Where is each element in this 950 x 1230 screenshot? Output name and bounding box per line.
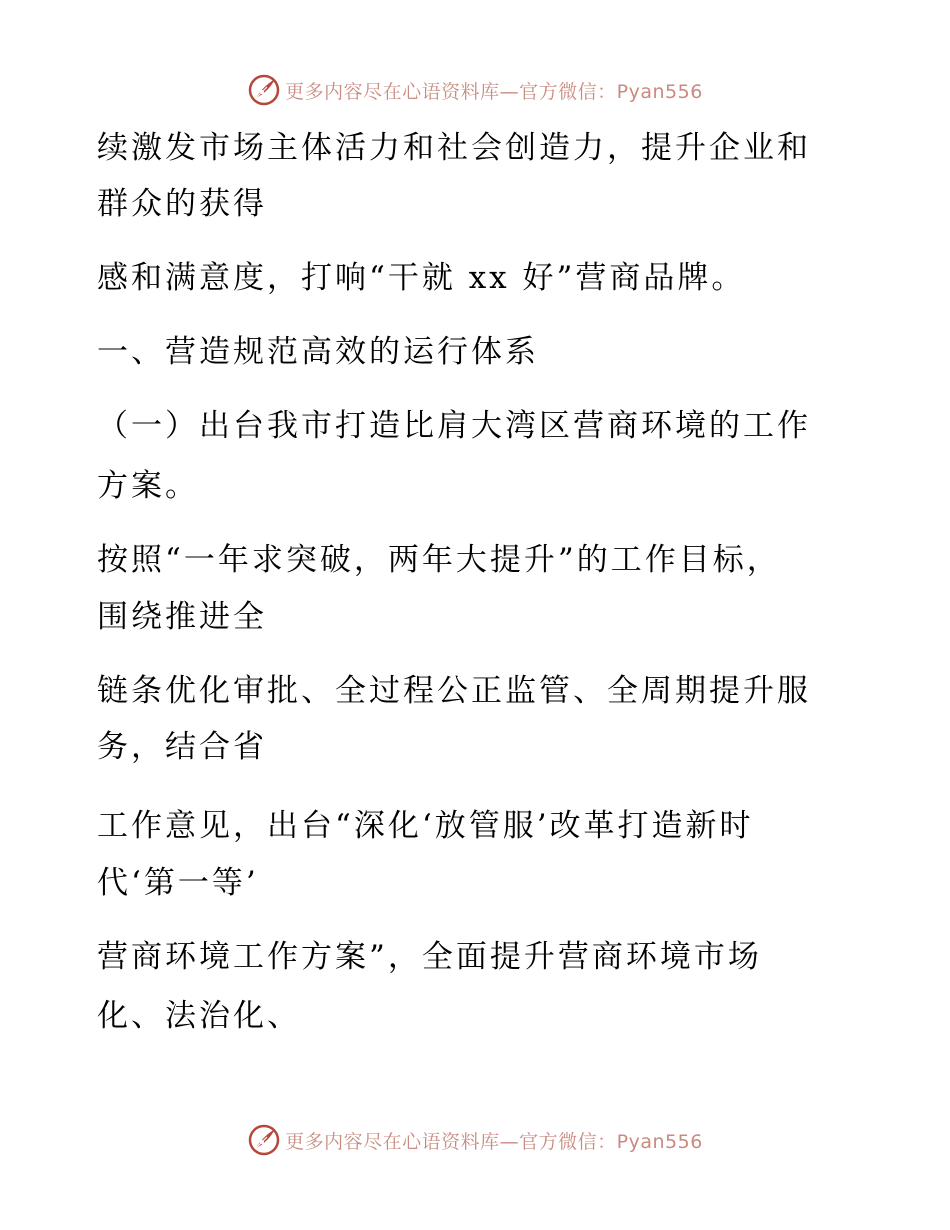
footer-watermark: [0, 1122, 950, 1158]
text-line: 方案。: [97, 468, 199, 504]
text-line: 按照“一年求突破，两年大提升”的工作目标，: [97, 542, 781, 578]
text-line: 工作意见，出台“深化‘放管服’改革打造新时: [97, 808, 754, 844]
watermark-text: 更多内容尽在心语资料库—官方微信：Pyan556: [285, 1130, 703, 1153]
text-line: 围绕推进全: [97, 599, 267, 635]
header-watermark: [0, 72, 950, 108]
section-heading: 一、营造规范高效的运行体系: [97, 334, 539, 370]
text-line: 化、法治化、: [97, 998, 301, 1034]
text-line: 感和满意度，打响“干就 xx 好”营商品牌。: [97, 260, 746, 296]
text-line: 链条优化审批、全过程公正监管、全周期提升服: [97, 673, 811, 709]
feather-pen-circle-icon: [247, 73, 281, 107]
text-line: 务，结合省: [97, 729, 267, 765]
watermark-text: 更多内容尽在心语资料库—官方微信：Pyan556: [285, 80, 703, 103]
text-line: 代‘第一等’: [97, 865, 259, 901]
text-line: 群众的获得: [97, 186, 267, 222]
text-line: 续激发市场主体活力和社会创造力，提升企业和: [97, 130, 811, 166]
text-line: 营商环境工作方案”，全面提升营商环境市场: [97, 939, 762, 975]
feather-pen-circle-icon: [247, 1123, 281, 1157]
subsection-heading: （一）出台我市打造比肩大湾区营商环境的工作: [97, 408, 811, 444]
